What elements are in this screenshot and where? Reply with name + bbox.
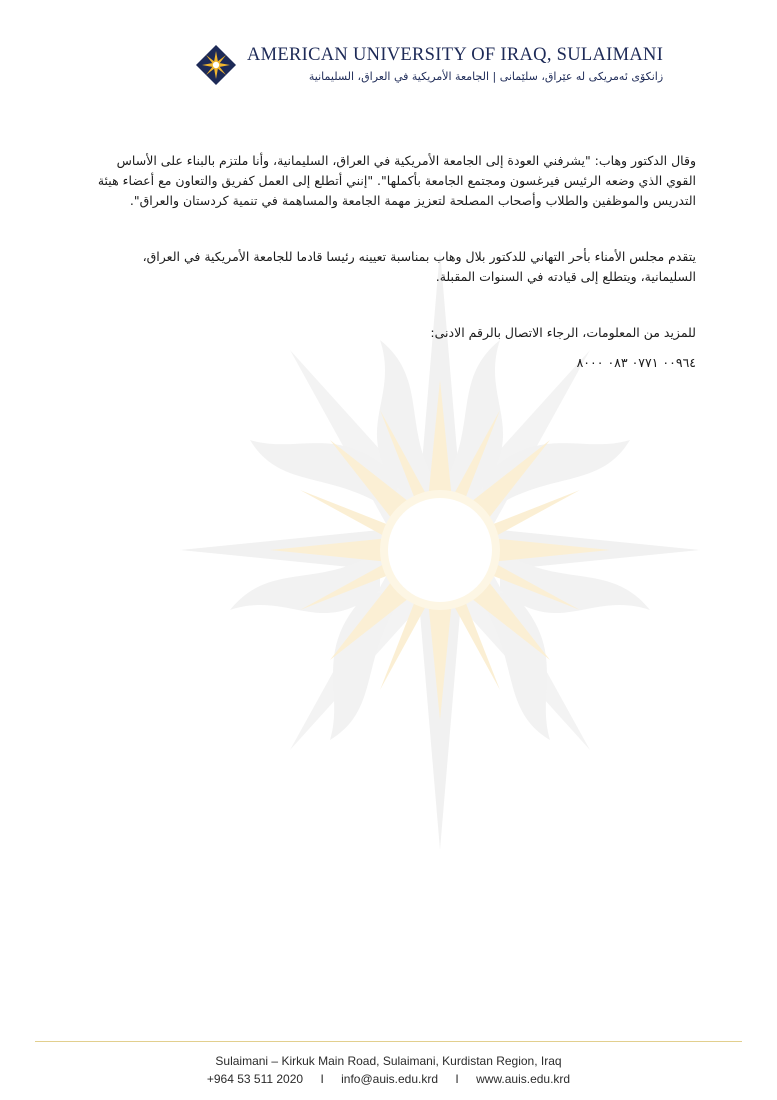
- footer-address: Sulaimani – Kirkuk Main Road, Sulaimani, Kurdistan Region, Iraq: [215, 1054, 562, 1068]
- auis-logo-icon: [195, 44, 237, 86]
- letterhead-footer: [0, 1052, 777, 1088]
- quote-paragraph: وقال الدكتور وهاب: "يشرفني العودة إلى الجامعة الأمريكية في العراق، السليمانية، وأنا ملتزم بالبناء على الأساس القوي الذي وضعه الرئيس فيرغسون ومجتمع الجامعة بأكملها". "إنني أتطلع إلى العمل كفريق والتعاون مع أعضاء هيئة التدريس والموظفين والطلاب وأصحاب المصلحة لتعزيز مهمة الجامعة والمساهمة في تنمية كردستان والعراق".: [97, 153, 696, 208]
- letterhead-header: [195, 40, 663, 90]
- footer-separator: I: [320, 1072, 324, 1086]
- letter-body: [96, 145, 696, 373]
- contact-phone-number: ٠٠٩٦٤ ٠٧٧١ ٠٨٣ ٨٠٠٠: [576, 355, 696, 370]
- footer-divider: [35, 1041, 742, 1042]
- footer-website[interactable]: www.auis.edu.krd: [476, 1072, 571, 1086]
- footer-contacts: [0, 1070, 777, 1088]
- brand-block: [247, 44, 663, 86]
- footer-phone: +964 53 511 2020: [206, 1072, 304, 1086]
- contact-info-paragraph: للمزيد من المعلومات، الرجاء الاتصال بالرقم الادنى:: [430, 325, 696, 340]
- university-name-en: AMERICAN UNIVERSITY OF IRAQ, SULAIMANI: [247, 45, 664, 65]
- footer-email[interactable]: info@auis.edu.krd: [341, 1072, 439, 1086]
- congratulations-paragraph: يتقدم مجلس الأمناء بأحر التهاني للدكتور بلال وهاب بمناسبة تعيينه رئيسا قادما للجامعة الأمريكية في العراق، السليمانية، ويتطلع إلى قيادته في السنوات المقبلة.: [142, 249, 696, 284]
- footer-separator: I: [455, 1072, 459, 1086]
- university-name-ar: زانكۆی ئەمریكی لە عێراق، سلێمانی | الجامعة الأمريكية في العراق، السليمانية: [308, 70, 664, 83]
